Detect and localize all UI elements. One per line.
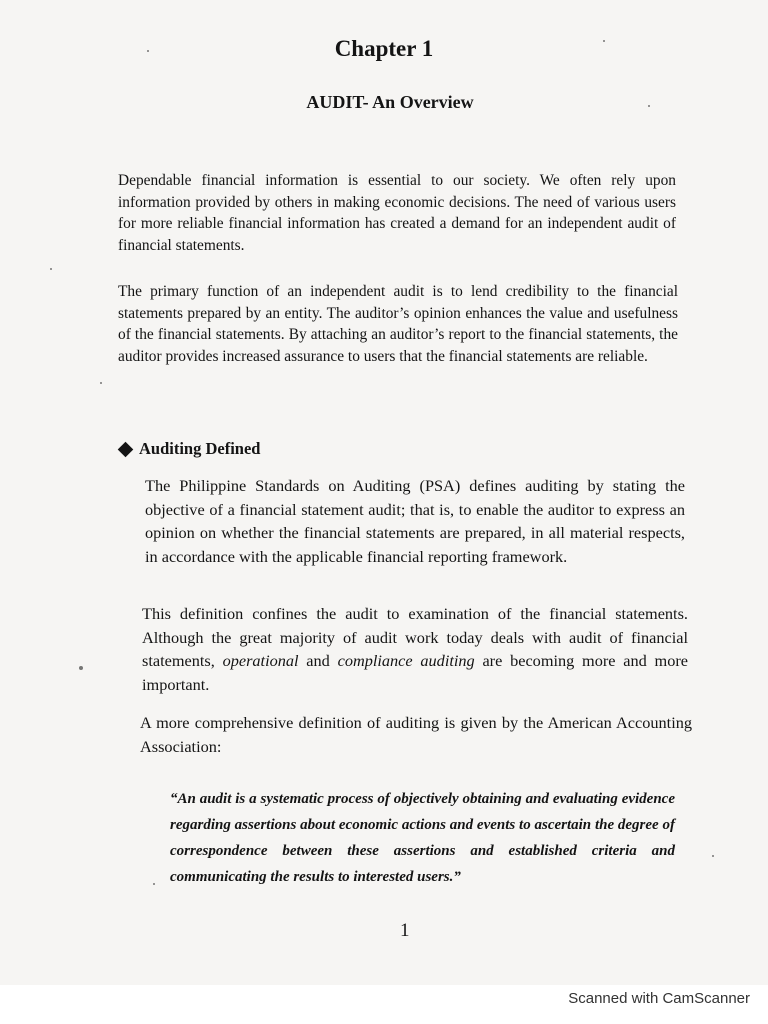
scan-speck (50, 268, 52, 270)
scan-speck (100, 382, 102, 384)
scan-speck (712, 855, 714, 857)
chapter-title: Chapter 1 (334, 36, 434, 61)
definition-quote: “An audit is a systematic process of objectively obtaining and evaluating evidence regarding assertions about economic actions and events to ascertain the degree of correspondence between these assertions and established criteria and communicating the results to interested users.” (170, 791, 675, 885)
scan-speck (603, 40, 605, 42)
intro-paragraph: The primary function of an independent audit is to lend credibility to the financial statements prepared by an entity. The auditor’s opinion enhances the value and usefulness of the financial statements. By attaching an auditor’s report to the financial statements, the auditor provides increased assurance to users that the financial statements are reliable. (118, 283, 678, 365)
scan-speck (648, 105, 650, 107)
section-heading (117, 439, 260, 459)
emphasis-compliance-auditing: compliance auditing (337, 651, 475, 670)
diamond-bullet-icon (118, 441, 134, 457)
section-paragraph (142, 602, 688, 696)
scan-speck (153, 883, 155, 885)
chapter-subtitle: AUDIT- An Overview (306, 92, 474, 112)
paragraph-text: This definition confines the audit to examination of the financial statements. Although the great majority of audit work today deals with audit of financial statements, (142, 604, 688, 670)
paragraph-text: and (298, 651, 338, 670)
scan-speck (147, 50, 149, 52)
emphasis-operational: operational (222, 651, 299, 670)
section-paragraph: The Philippine Standards on Auditing (PSA) defines auditing by stating the objective of a financial statement audit; that is, to enable the auditor to express an opinion on whether the financial statements are prepared, in all material respects, in accordance with the applicable financial reporting framework. (145, 476, 685, 566)
scan-speck (79, 666, 83, 670)
page-number: 1 (400, 920, 410, 941)
scanner-watermark: Scanned with CamScanner (568, 990, 750, 1007)
intro-paragraph: Dependable financial information is essential to our society. We often rely upon information provided by others in making economic decisions. The need of various users for more reliable financial information has created a demand for an independent audit of financial statements. (118, 172, 676, 254)
section-paragraph: A more comprehensive definition of auditing is given by the American Accounting Association: (140, 713, 692, 756)
paragraph-text: are becoming more and more important. (142, 651, 689, 694)
section-heading-text: Auditing Defined (139, 439, 261, 458)
